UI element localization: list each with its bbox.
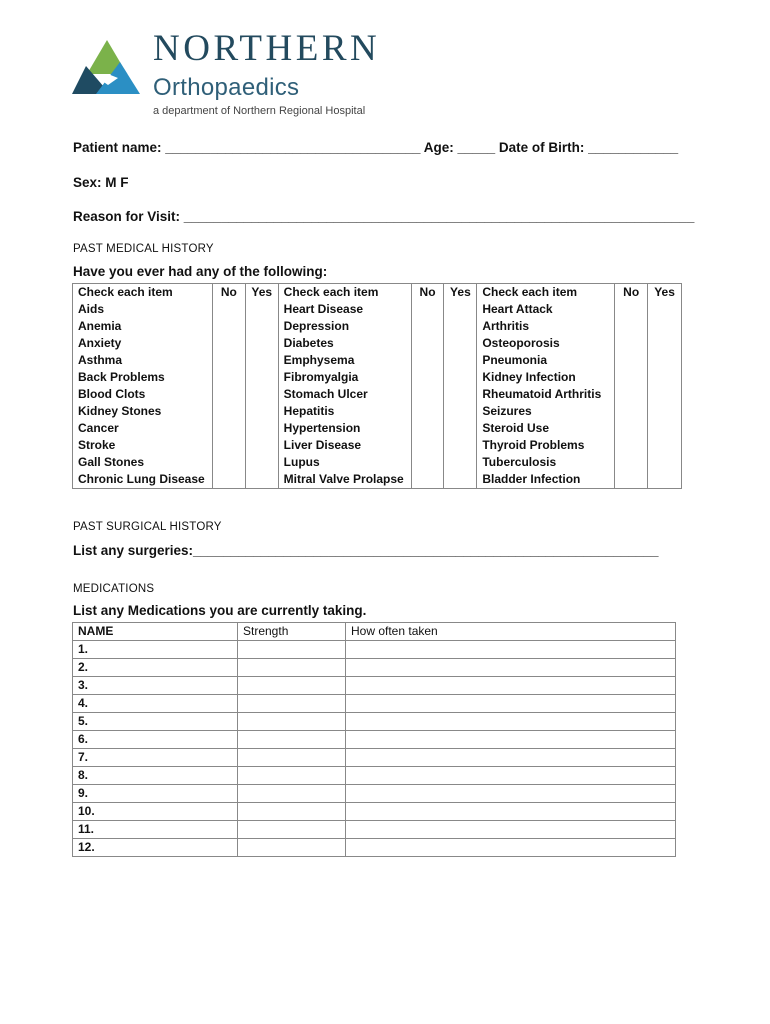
yes-checkbox[interactable] — [245, 437, 278, 454]
condition-label: Heart Attack — [477, 301, 615, 318]
history-row — [73, 420, 682, 437]
no-checkbox[interactable] — [615, 454, 648, 471]
yes-checkbox[interactable] — [245, 403, 278, 420]
yes-checkbox[interactable] — [444, 403, 477, 420]
check-each-item-header: Check each item — [278, 284, 411, 302]
medication-frequency-cell[interactable] — [346, 767, 676, 785]
medication-frequency-cell[interactable] — [346, 677, 676, 695]
medication-frequency-cell[interactable] — [346, 713, 676, 731]
medication-strength-cell[interactable] — [238, 695, 346, 713]
brand-department: a department of Northern Regional Hospital — [153, 105, 366, 117]
yes-header: Yes — [245, 284, 278, 302]
yes-checkbox[interactable] — [648, 471, 682, 489]
yes-checkbox[interactable] — [245, 352, 278, 369]
yes-checkbox[interactable] — [648, 403, 682, 420]
yes-checkbox[interactable] — [245, 369, 278, 386]
northern-orthopaedics-logo-icon — [72, 38, 142, 96]
no-checkbox[interactable] — [212, 454, 245, 471]
history-row — [73, 454, 682, 471]
medication-frequency-cell[interactable] — [346, 749, 676, 767]
yes-checkbox[interactable] — [648, 437, 682, 454]
past-medical-question: Have you ever had any of the following: — [73, 264, 328, 279]
no-header: No — [212, 284, 245, 302]
medication-frequency-cell[interactable] — [346, 659, 676, 677]
medication-row — [73, 839, 676, 857]
condition-label: Steroid Use — [477, 420, 615, 437]
condition-label: Fibromyalgia — [278, 369, 411, 386]
medication-row — [73, 749, 676, 767]
no-checkbox[interactable] — [411, 318, 444, 335]
medication-strength-cell[interactable] — [238, 677, 346, 695]
no-checkbox[interactable] — [615, 335, 648, 352]
condition-label: Blood Clots — [73, 386, 213, 403]
condition-label: Depression — [278, 318, 411, 335]
condition-label: Rheumatoid Arthritis — [477, 386, 615, 403]
no-checkbox[interactable] — [615, 386, 648, 403]
condition-label: Kidney Infection — [477, 369, 615, 386]
medication-number[interactable]: 1. — [73, 641, 238, 659]
yes-checkbox[interactable] — [444, 386, 477, 403]
condition-label: Asthma — [73, 352, 213, 369]
no-checkbox[interactable] — [411, 352, 444, 369]
medication-number[interactable]: 4. — [73, 695, 238, 713]
condition-label: Emphysema — [278, 352, 411, 369]
medication-frequency-cell[interactable] — [346, 839, 676, 857]
condition-label: Stomach Ulcer — [278, 386, 411, 403]
yes-checkbox[interactable] — [444, 437, 477, 454]
yes-checkbox[interactable] — [648, 369, 682, 386]
brand-name: NORTHERN — [153, 28, 381, 69]
condition-label: Aids — [73, 301, 213, 318]
condition-label: Cancer — [73, 420, 213, 437]
past-surgical-history-title: PAST SURGICAL HISTORY — [73, 521, 222, 533]
yes-header: Yes — [444, 284, 477, 302]
surgeries-prompt[interactable]: List any surgeries:______________________________________________________________ — [73, 543, 659, 558]
medication-row — [73, 659, 676, 677]
medication-strength-cell[interactable] — [238, 785, 346, 803]
medication-row — [73, 713, 676, 731]
medication-strength-cell[interactable] — [238, 731, 346, 749]
condition-label: Kidney Stones — [73, 403, 213, 420]
yes-checkbox[interactable] — [245, 420, 278, 437]
no-checkbox[interactable] — [212, 403, 245, 420]
no-checkbox[interactable] — [411, 335, 444, 352]
condition-label: Heart Disease — [278, 301, 411, 318]
no-header: No — [615, 284, 648, 302]
yes-checkbox[interactable] — [648, 386, 682, 403]
condition-label: Hypertension — [278, 420, 411, 437]
history-row — [73, 437, 682, 454]
medication-row — [73, 767, 676, 785]
history-row — [73, 369, 682, 386]
medication-row — [73, 641, 676, 659]
brand-subtitle: Orthopaedics — [153, 74, 300, 101]
medication-number[interactable]: 3. — [73, 677, 238, 695]
no-checkbox[interactable] — [212, 318, 245, 335]
check-each-item-header: Check each item — [477, 284, 615, 302]
no-checkbox[interactable] — [411, 437, 444, 454]
no-header: No — [411, 284, 444, 302]
med-how-often-header: How often taken — [346, 623, 676, 641]
medication-row — [73, 695, 676, 713]
no-checkbox[interactable] — [411, 369, 444, 386]
condition-label: Pneumonia — [477, 352, 615, 369]
yes-checkbox[interactable] — [245, 318, 278, 335]
condition-label: Gall Stones — [73, 454, 213, 471]
history-row — [73, 386, 682, 403]
past-medical-history-title: PAST MEDICAL HISTORY — [73, 243, 214, 255]
medication-number[interactable]: 11. — [73, 821, 238, 839]
medication-strength-cell[interactable] — [238, 713, 346, 731]
no-checkbox[interactable] — [411, 403, 444, 420]
no-checkbox[interactable] — [411, 301, 444, 318]
medication-strength-cell[interactable] — [238, 803, 346, 821]
check-each-item-header: Check each item — [73, 284, 213, 302]
medication-frequency-cell[interactable] — [346, 731, 676, 749]
medication-number[interactable]: 7. — [73, 749, 238, 767]
yes-checkbox[interactable] — [245, 335, 278, 352]
yes-checkbox[interactable] — [245, 454, 278, 471]
condition-label: Back Problems — [73, 369, 213, 386]
yes-checkbox[interactable] — [444, 420, 477, 437]
no-checkbox[interactable] — [411, 420, 444, 437]
yes-checkbox[interactable] — [444, 454, 477, 471]
yes-checkbox[interactable] — [245, 386, 278, 403]
no-checkbox[interactable] — [615, 403, 648, 420]
med-strength-header: Strength — [238, 623, 346, 641]
medications-header-row — [73, 623, 676, 641]
no-checkbox[interactable] — [615, 352, 648, 369]
condition-label: Tuberculosis — [477, 454, 615, 471]
yes-checkbox[interactable] — [444, 301, 477, 318]
medication-number[interactable]: 9. — [73, 785, 238, 803]
yes-checkbox[interactable] — [648, 318, 682, 335]
yes-checkbox[interactable] — [444, 352, 477, 369]
history-header-row — [73, 284, 682, 302]
medication-row — [73, 821, 676, 839]
yes-checkbox[interactable] — [444, 369, 477, 386]
no-checkbox[interactable] — [615, 369, 648, 386]
medication-frequency-cell[interactable] — [346, 803, 676, 821]
condition-label: Anxiety — [73, 335, 213, 352]
medication-number[interactable]: 10. — [73, 803, 238, 821]
yes-checkbox[interactable] — [444, 318, 477, 335]
history-row — [73, 471, 682, 489]
no-checkbox[interactable] — [212, 420, 245, 437]
no-checkbox[interactable] — [411, 454, 444, 471]
yes-checkbox[interactable] — [444, 471, 477, 489]
medication-number[interactable]: 12. — [73, 839, 238, 857]
medication-number[interactable]: 5. — [73, 713, 238, 731]
medication-frequency-cell[interactable] — [346, 695, 676, 713]
medication-number[interactable]: 2. — [73, 659, 238, 677]
yes-checkbox[interactable] — [648, 301, 682, 318]
medications-title: MEDICATIONS — [73, 583, 155, 595]
patient-name-line[interactable]: Patient name: __________________________________ Age: _____ Date of Birth: ____________ — [73, 140, 679, 155]
no-checkbox[interactable] — [615, 437, 648, 454]
medication-strength-cell[interactable] — [238, 641, 346, 659]
condition-label: Osteoporosis — [477, 335, 615, 352]
medication-frequency-cell[interactable] — [346, 641, 676, 659]
medications-table — [72, 622, 676, 857]
condition-label: Chronic Lung Disease — [73, 471, 213, 489]
medication-strength-cell[interactable] — [238, 821, 346, 839]
history-row — [73, 301, 682, 318]
condition-label: Anemia — [73, 318, 213, 335]
medication-row — [73, 803, 676, 821]
condition-label: Lupus — [278, 454, 411, 471]
no-checkbox[interactable] — [212, 437, 245, 454]
sex-line[interactable]: Sex: M F — [73, 175, 129, 190]
history-row — [73, 403, 682, 420]
yes-checkbox[interactable] — [648, 335, 682, 352]
reason-line[interactable]: Reason for Visit: ____________________________________________________________________ — [73, 209, 695, 224]
no-checkbox[interactable] — [615, 318, 648, 335]
medication-strength-cell[interactable] — [238, 767, 346, 785]
condition-label: Hepatitis — [278, 403, 411, 420]
medications-prompt: List any Medications you are currently taking. — [73, 603, 367, 618]
no-checkbox[interactable] — [411, 471, 444, 489]
history-row — [73, 318, 682, 335]
yes-header: Yes — [648, 284, 682, 302]
medication-row — [73, 731, 676, 749]
condition-label: Mitral Valve Prolapse — [278, 471, 411, 489]
medical-history-table — [72, 283, 682, 489]
no-checkbox[interactable] — [212, 335, 245, 352]
medication-strength-cell[interactable] — [238, 659, 346, 677]
no-checkbox[interactable] — [615, 420, 648, 437]
yes-checkbox[interactable] — [648, 352, 682, 369]
condition-label: Thyroid Problems — [477, 437, 615, 454]
no-checkbox[interactable] — [212, 386, 245, 403]
condition-label: Bladder Infection — [477, 471, 615, 489]
no-checkbox[interactable] — [212, 471, 245, 489]
condition-label: Liver Disease — [278, 437, 411, 454]
history-row — [73, 335, 682, 352]
med-name-header: NAME — [73, 623, 238, 641]
yes-checkbox[interactable] — [245, 301, 278, 318]
history-row — [73, 352, 682, 369]
yes-checkbox[interactable] — [245, 471, 278, 489]
yes-checkbox[interactable] — [444, 335, 477, 352]
no-checkbox[interactable] — [411, 386, 444, 403]
yes-checkbox[interactable] — [648, 420, 682, 437]
condition-label: Seizures — [477, 403, 615, 420]
medication-strength-cell[interactable] — [238, 749, 346, 767]
medication-frequency-cell[interactable] — [346, 821, 676, 839]
condition-label: Arthritis — [477, 318, 615, 335]
medication-number[interactable]: 6. — [73, 731, 238, 749]
no-checkbox[interactable] — [212, 352, 245, 369]
medication-row — [73, 785, 676, 803]
medication-number[interactable]: 8. — [73, 767, 238, 785]
no-checkbox[interactable] — [615, 471, 648, 489]
condition-label: Diabetes — [278, 335, 411, 352]
medication-row — [73, 677, 676, 695]
condition-label: Stroke — [73, 437, 213, 454]
medication-strength-cell[interactable] — [238, 839, 346, 857]
medication-frequency-cell[interactable] — [346, 785, 676, 803]
yes-checkbox[interactable] — [648, 454, 682, 471]
no-checkbox[interactable] — [212, 301, 245, 318]
no-checkbox[interactable] — [615, 301, 648, 318]
no-checkbox[interactable] — [212, 369, 245, 386]
